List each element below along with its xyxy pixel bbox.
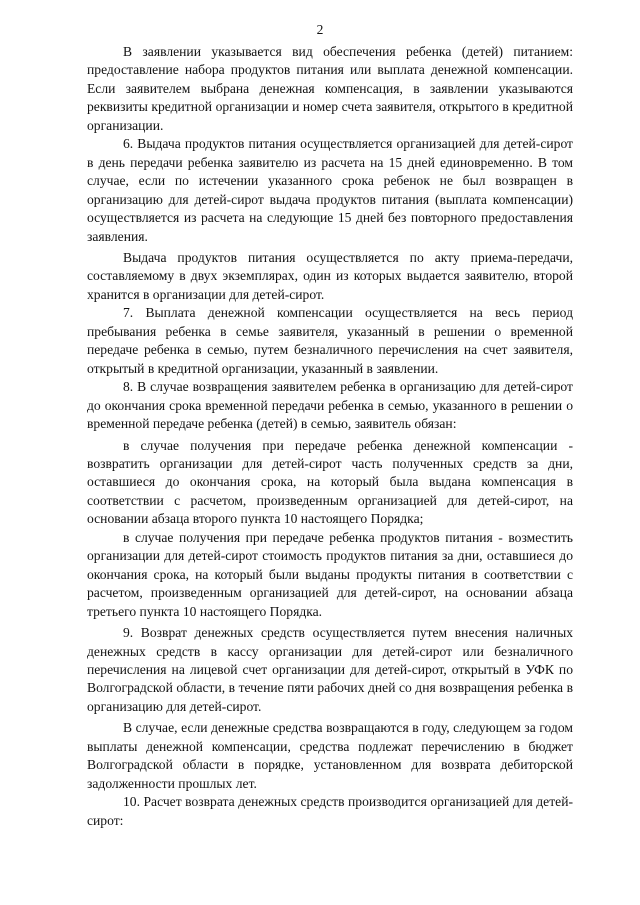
paragraph-item-8-compensation: в случае получения при передаче ребенка денежной компенсации - возвратить организации для детей-сирот часть полученных средств за дни, оставшиеся до окончания срока, на который была выдана компенсация в соответствии с расчетом, произведенным организацией для детей-сирот, на основании абзаца второго пункта 10 настоящего Порядка; [87, 437, 573, 527]
paragraph-item-6: 6. Выдача продуктов питания осуществляется организацией для детей-сирот в день передачи ребенка заявителю из расчета на 15 дней единовременно. В том случае, если по истечении указанного срока ребенок не был возвращен в организацию для детей-сирот выдача продуктов питания (выплата компенсации) осуществляется из расчета на следующие 15 дней без повторного предоставления заявления. [87, 136, 573, 244]
paragraph-item-8: 8. В случае возвращения заявителем ребенка в организацию для детей-сирот до окончания срока временной передачи ребенка в семью, указанного в решении о временной передаче ребенка (детей) в семью, заявитель обязан: [87, 379, 573, 432]
document-body [87, 43, 573, 830]
paragraph-item-8-food: в случае получения при передаче ребенка продуктов питания - возместить организации для детей-сирот стоимость продуктов питания за дни, оставшиеся до окончания срока, на который были выданы продукты питания в соответствии с расчетом, произведенным организацией для детей-сирот, на основании абзаца третьего пункта 10 настоящего Порядка. [87, 529, 573, 619]
paragraph-item-10: 10. Расчет возврата денежных средств производится организацией для детей-сирот: [87, 794, 573, 828]
paragraph-next-year-return: В случае, если денежные средства возвращаются в году, следующем за годом выплаты денежной компенсации, средства подлежат перечислению в бюджет Волгоградской области в порядке, установленном для возврата дебиторской задолженности прошлых лет. [87, 720, 573, 791]
page-number: 2 [316, 22, 324, 37]
paragraph-item-7: 7. Выплата денежной компенсации осуществляется на весь период пребывания ребенка в семье заявителя, указанный в решении о временной передаче ребенка в семью, путем безналичного перечисления на счет заявителя, открытый в кредитной организации, указанный в заявлении. [87, 305, 573, 376]
paragraph-item-9: 9. Возврат денежных средств осуществляется путем внесения наличных денежных средств в кассу организации для детей-сирот или безналичного перечисления на лицевой счет организации для детей-сирот, открытый в УФК по Волгоградской области, в течение пяти рабочих дней со дня возвращения ребенка в организацию для детей-сирот. [87, 625, 573, 714]
paragraph-act-of-transfer: Выдача продуктов питания осуществляется по акту приема-передачи, составляемому в двух экземплярах, один из которых выдается заявителю, второй хранится в организации для детей-сирот. [87, 249, 573, 302]
paragraph-application-content: В заявлении указывается вид обеспечения ребенка (детей) питанием: предоставление набора продуктов питания или выплата денежной компенсации. Если заявителем выбрана денежная компенсация, в заявлении указываются реквизиты кредитной организации и номер счета заявителя, открытого в кредитной организации. [87, 44, 573, 133]
